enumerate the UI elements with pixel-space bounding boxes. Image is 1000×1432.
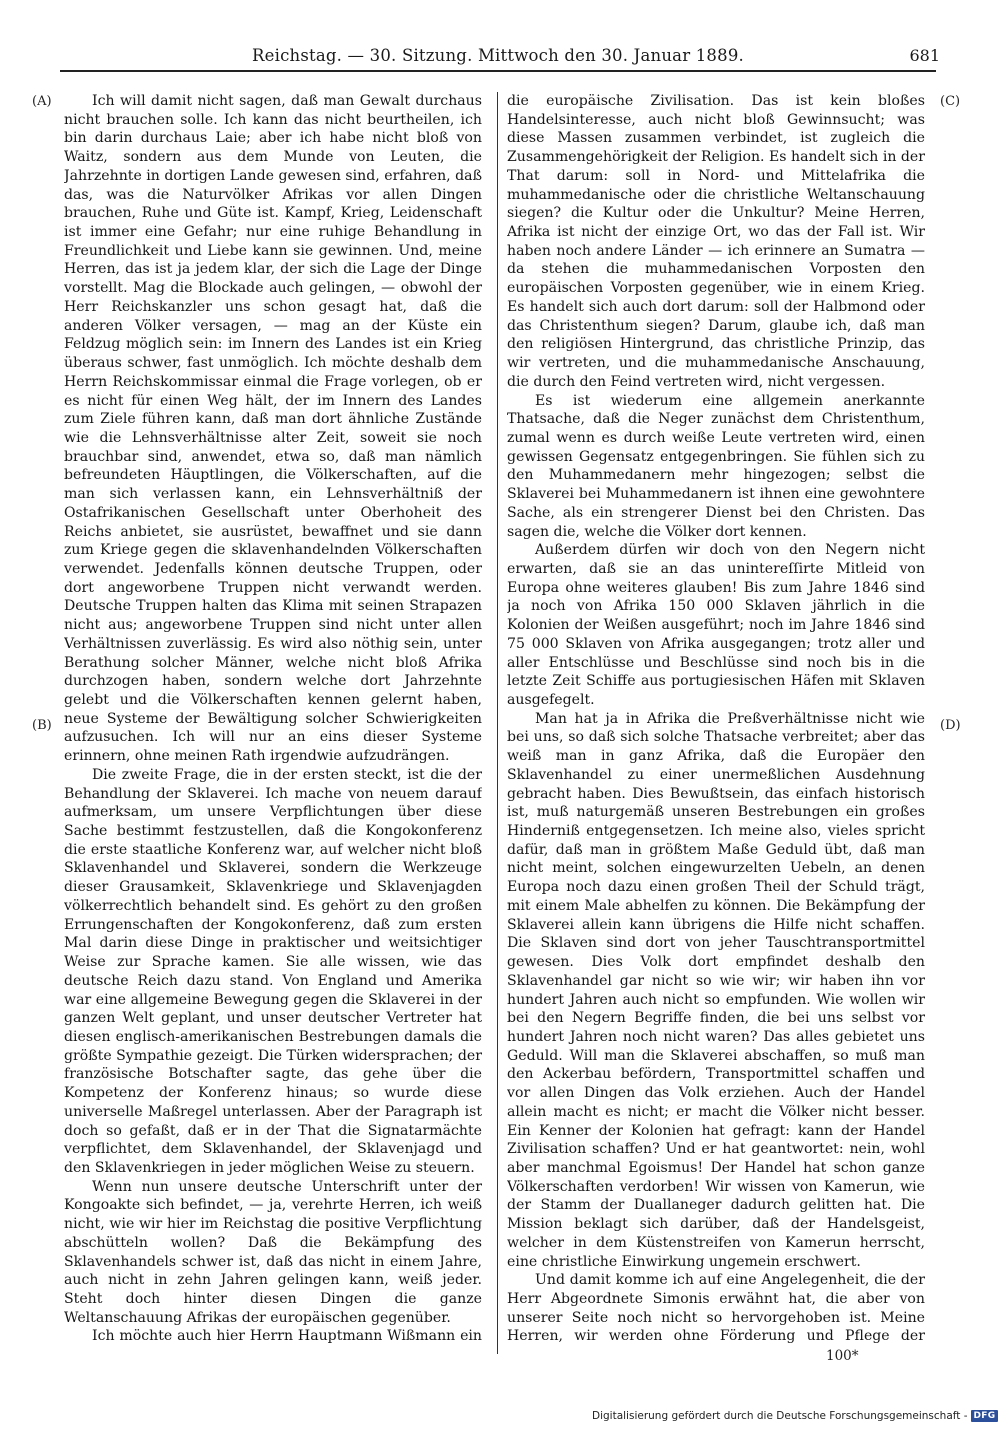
paragraph: Und damit komme ich auf eine Angelegenheit, die der Herr Abgeordnete Simonis erwähnt hat, die aber von unserer Seite noch nicht so hervorgehoben ist. Meine Herren, wir werden ohne Förderung und Pflege der bbox=[507, 1272, 925, 1344]
margin-mark-d: (D) bbox=[940, 718, 961, 733]
paragraph: die europäische Zivilisation. Das ist kein bloßes Handelsinteresse, auch nicht bloß Gewinnsucht; was diese Massen zusammen verbindet, ist zugleich die Zusammengehörigkeit der Religion. Es handelt sich in der That darum: soll in Nord- und Mittelafrika die muhammedanische oder die christliche Weltanschauung siegen? die Kultur oder die Unkultur? Meine Herren, Afrika ist nicht der einzige Ort, wo das der Fall ist. Wir haben noch andere Länder — ich erinnere an Sumatra — da stehen die muhammedanischen Vorposten den europäischen Vorposten gegenüber, wie in einem Krieg. Es handelt sich auch dort darum: soll der Halbmond oder das Christenthum siegen? Darum, glaube ich, daß man den religiösen Hintergrund, das christliche Prinzip, das wir vertreten, und die muhammedanische Anschauung, die durch den Feind vertreten wird, nicht vergessen. bbox=[507, 93, 925, 390]
column-divider bbox=[497, 92, 498, 1354]
page-header bbox=[0, 0, 1000, 72]
left-column bbox=[64, 92, 482, 1344]
margin-mark-a: (A) bbox=[32, 94, 52, 109]
paragraph: Ich möchte auch hier Herrn Hauptmann Wißmann ein bbox=[92, 1328, 482, 1344]
margin-mark-c: (C) bbox=[940, 94, 961, 109]
dfg-logo: DFG bbox=[971, 1410, 999, 1422]
credit-text: Digitalisierung gefördert durch die Deutsche Forschungsgemeinschaft - bbox=[592, 1410, 968, 1422]
paragraph: Man hat ja in Afrika die Preßverhältnisse nicht wie bei uns, so daß sich solche Thatsache verbreitet; aber das weiß man in ganz Afrika, daß die Europäer den Sklavenhandel zu einer unermeßlichen Ausdehnung gebracht haben. Dies Bewußtsein, das einfach historisch ist, muß naturgemäß unseren Bestrebungen ein großes Hinderniß entgegensetzen. Ich meine also, vieles spricht dafür, daß man in größtem Maße Geduld übt, daß man nicht meint, solchen eingewurzelten Uebeln, an denen Europa noch dazu einen großen Theil der Schuld trägt, mit einem Male abhelfen zu können. Die Bekämpfung der Sklaverei allein kann übrigens die Hilfe nicht schaffen. Die Sklaven sind dort von jeher Tauschtransportmittel gewesen. Dies Volk dort empfindet deshalb den Sklavenhandel gar nicht so wie wir; wir haben ihn vor hundert Jahren auch nicht so empfunden. Wie wollen wir bei den Negern Begriffe finden, die bei uns selbst vor hundert Jahren noch nicht waren? Das alles gebietet uns Geduld. Will man die Sklaverei abschaffen, so muß man den Ackerbau befördern, Transportmittel schaffen und vor allen Dingen das Volk erziehen. Auch der Handel allein macht es nicht; er macht die Völker nicht besser. Ein Kenner der Kolonien hat gefragt: kann der Handel Zivilisation schaffen? Und er hat geantwortet: nein, wohl aber manchmal Egoismus! Der Handel hat schon ganze Völkerschaften verdorben! Wir wissen von Kamerun, wie der Stamm der Duallaneger dadurch gelitten hat. Die Mission beklagt sich darüber, daß der Handelsgeist, welcher in dem Küstenstreifen von Kamerun herrscht, eine christliche Einwirkung ungemein erschwert. bbox=[507, 710, 925, 1270]
digitization-credit bbox=[592, 1410, 996, 1426]
page-number: 681 bbox=[909, 46, 940, 65]
paragraph: Es ist wiederum eine allgemein anerkannte Thatsache, daß die Neger zunächst dem Christenthum, zumal wenn es durch weiße Leute vertreten wird, einen gewissen Gegensatz entgegenbringen. Sie fühlen sich zu den Muhammedanern mehr hingezogen; selbst die Sklaverei bei Muhammedanern ist ihnen eine gewohntere Sache, als ein strengerer Dienst bei den Christen. Das sagen die, welche die Völker dort kennen. bbox=[507, 392, 925, 540]
right-column bbox=[507, 92, 925, 1344]
paragraph: Die zweite Frage, die in der ersten steckt, ist die der Behandlung der Sklaverei. Ich mache von neuem darauf aufmerksam, um unsere Verpflichtungen über diese Sache bestimmt festzustellen, daß die Kongokonferenz die erste staatliche Konferenz war, auf welcher nicht bloß Sklavenhandel und Sklaverei, sondern die Werkzeuge dieser Grausamkeit, Sklavenkriege und Sklavenjagden völkerrechtlich behandelt sind. Es gehört zu den großen Errungenschaften der Kongokonferenz, daß zum ersten Mal darin diese Dinge in praktischer und weitsichtiger Weise zur Sprache kamen. Sie alle wissen, wie das deutsche Reich dazu stand. Von England und Amerika war eine allgemeine Bewegung gegen die Sklaverei in der ganzen Welt geplant, und unser deutscher Vertreter hat diesen englisch-amerikanischen Bestrebungen damals die größte Sympathie gezeigt. Die Türken widersprachen; der französische Botschafter sagte, das gehe über die Kompetenz der Konferenz hinaus; so wurde diese universelle Maßregel unterlassen. Aber der Paragraph ist doch so gefaßt, daß er in der That die Signatarmächte verpflichtet, dem Sklavenhandel, der Sklavenjagd und den Sklavenkriegen in jeder möglichen Weise zu steuern. bbox=[64, 766, 482, 1176]
margin-mark-b: (B) bbox=[32, 718, 52, 733]
running-title: Reichstag. — 30. Sitzung. Mittwoch den 30. Januar 1889. bbox=[252, 46, 744, 65]
paragraph: Ich will damit nicht sagen, daß man Gewalt durchaus nicht brauchen solle. Ich kann das nicht beurtheilen, ich bin darin durchaus Laie; aber ich habe nicht bloß von Waitz, sondern aus dem Munde von Leuten, die Jahrzehnte in dortigen Lande gewesen sind, erfahren, daß das, was die Naturvölker Afrikas vor allen Dingen brauchen, Ruhe und Güte ist. Kampf, Krieg, Leidenschaft ist immer eine Gefahr; nur eine ruhige Behandlung in Freundlichkeit und Liebe kann sie gewinnen. Und, meine Herren, das ist ja jedem klar, der sich die Lage der Dinge vorstellt. Mag die Blockade auch gelingen, — obwohl der Herr Reichskanzler uns schon gesagt hat, daß die anderen Völker versagen, — mag an der Küste ein Feldzug möglich sein: im Innern des Landes ist ein Krieg überaus schwer, fast unmöglich. Ich möchte deshalb dem Herrn Reichskommissar einmal die Frage vorlegen, ob er es nicht für einen Weg hält, der im Innern des Landes zum Ziele führen kann, daß man dort ähnliche Zustände wie die Lehnsverhältnisse alter Zeit, soweit sie noch brauchbar sind, anwendet, etwa so, daß man nämlich befreundeten Häuptlingen, die Völkerschaften, auf die man sich verlassen kann, ein Lehnsverhältniß der Ostafrikanischen Gesellschaft unter Oberhoheit des Reichs anbietet, sie ausrüstet, bewaffnet und sie dann zum Kriege gegen die sklavenhandelnden Völkerschaften verwendet. Jedenfalls können deutsche Truppen, oder dort angeworbene Truppen nicht verwandt werden. Deutsche Truppen halten das Klima mit seinen Strapazen nicht aus; angeworbene Truppen sind nicht unter allen Verhältnissen zuverlässig. Es wird also nöthig sein, unter Berathung solcher Männer, welche nicht bloß Afrika durchzogen haben, sondern welche dort Jahrzehnte gelebt und die Völkerschaften kennen gelernt haben, neue Systeme der Bewältigung solcher Schwierigkeiten aufzusuchen. Ich will nur an eins dieser Systeme erinnern, ohne meinen Rath irgendwie aufzudrängen. bbox=[64, 93, 482, 765]
paragraph: Außerdem dürfen wir doch von den Negern nicht erwarten, daß sie an das unintereſſirte Mitleid von Europa ohne weiteres glauben! Bis zum Jahre 1846 sind ja noch von Afrika 150 000 Sklaven jährlich in die Kolonien der Weißen ausgeführt; noch im Jahre 1846 sind 75 000 Sklaven von Afrika ausgegangen; trotz aller und aller Entschlüsse und Beschlüsse sind noch bis in die letzte Zeit Schiffe aus portugiesischen Häfen mit Sklaven ausgefegelt. bbox=[507, 542, 925, 708]
signature-mark: 100* bbox=[826, 1348, 859, 1364]
paragraph: Wenn nun unsere deutsche Unterschrift unter der Kongoakte sich befindet, — ja, verehrte Herren, ich weiß nicht, wie wir hier im Reichstag die positive Verpflichtung abschütteln wollen? Daß die Bekämpfung des Sklavenhandels schwer ist, daß das nicht in einem Jahre, auch nicht in zehn Jahren gelingen kann, weiß jeder. Steht doch hinter diesen Dingen die ganze Weltanschauung Afrikas der europäischen gegenüber. bbox=[64, 1178, 482, 1326]
header-rule bbox=[60, 70, 936, 72]
